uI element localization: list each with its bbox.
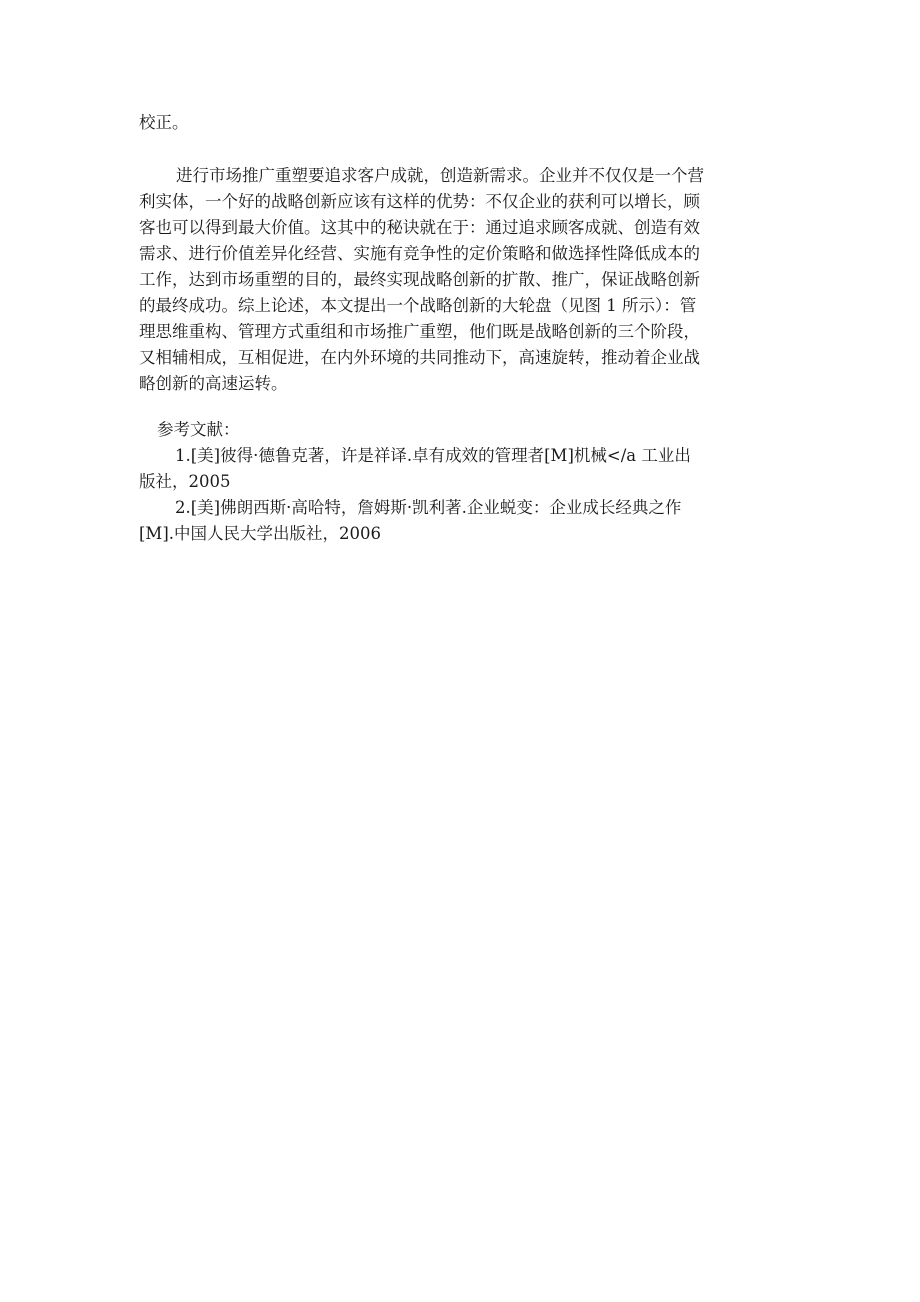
paragraph-line: 工作，达到市场重塑的目的，最终实现战略创新的扩散、推广，保证战略创新: [139, 270, 700, 289]
reference-line: 2.[美]佛朗西斯·高哈特，詹姆斯·凯利著.企业蜕变：企业成长经典之作: [175, 498, 682, 517]
reference-item: [139, 443, 780, 495]
reference-line: 1.[美]彼得·德鲁克著，许是祥译.卓有成效的管理者[M]机械</a 工业出: [175, 446, 691, 465]
body-paragraph: [139, 163, 780, 397]
references-title: 参考文献：: [157, 420, 240, 439]
reference-line-continued: 版社，2005: [139, 472, 231, 491]
document-page: [139, 110, 780, 547]
reference-line-continued: [M].中国人民大学出版社，2006: [139, 524, 382, 543]
paragraph-line: 利实体，一个好的战略创新应该有这样的优势：不仅企业的获利可以增长，顾: [139, 192, 700, 211]
references-section: [139, 417, 780, 547]
paragraph-line: 进行市场推广重塑要追求客户成就，创造新需求。企业并不仅仅是一个营: [176, 166, 704, 185]
fragment-line: 校正。: [139, 113, 189, 132]
paragraph-line: 又相辅相成，互相促进，在内外环境的共同推动下，高速旋转，推动着企业战: [139, 348, 700, 367]
paragraph-line: 理思维重构、管理方式重组和市场推广重塑，他们既是战略创新的三个阶段，: [139, 322, 700, 341]
reference-item: [139, 495, 780, 547]
paragraph-line: 的最终成功。综上论述，本文提出一个战略创新的大轮盘（见图 1 所示）：管: [139, 296, 697, 315]
paragraph-line: 需求、进行价值差异化经营、实施有竞争性的定价策略和做选择性降低成本的: [139, 244, 700, 263]
paragraph-line: 略创新的高速运转。: [139, 374, 288, 393]
paragraph-line: 客也可以得到最大价值。这其中的秘诀就在于：通过追求顾客成就、创造有效: [139, 218, 700, 237]
